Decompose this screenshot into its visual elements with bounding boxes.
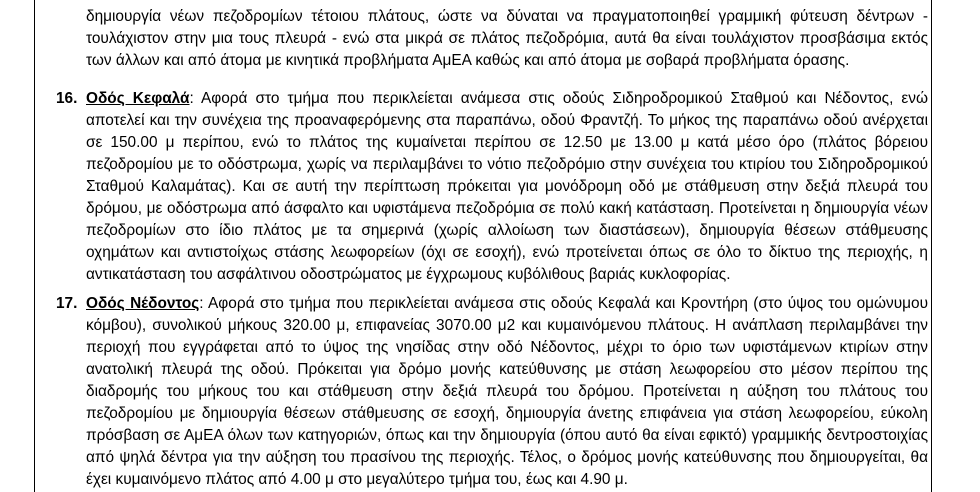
road-name: Οδός Κεφαλά <box>86 90 190 107</box>
item-text: : Αφορά στο τμήμα που περικλείεται ανάμεσα στις οδούς Κεφαλά και Κροντήρη (στο ύψος του ομώνυμου κόμβου), συνολικού μήκους 320.00 μ, επιφανείας 3070.00 μ2 και κυμαινόμενου πλάτους. Η ανάπλαση περιλαμβάνει την περιοχή που εγγράφεται από το ύψος της νησίδας στην οδό Νέδοντος, μέχρι το όριο των υφιστάμενων κτιρίων στην ανατολική πλευρά της οδού. Πρόκειται για δρόμο μονής κατεύθυνσης με στάση λεωφορείου στο μέσον περίπου της διαδρομής του μήκους του και στάθμευση στην δεξιά πλευρά του δρόμου. Προτείνεται η αύξηση του πλάτους του πεζοδρομίου με δημιουργία θέσεων στάθμευσης σε εσοχή, δημιουργία άνετης επιφάνεια για στάση λεωφορείου, εύκολη πρόσβαση σε ΑμΕΑ όλων των κατηγοριών, όπως και την δημιουργία (όπου αυτό θα είναι εφικτό) γραμμικής δεντροστοιχίας από ψηλά δέντρα για την αύξηση του πρασίνου της περιοχής. Τέλος, ο δρόμος μονής κατεύθυνσης που δημιουργείται, θα έχει κυμαινόμενο πλάτος από 4.00 μ στο μεγαλύτερο τμήμα του, έως και 4.90 μ. <box>86 295 928 488</box>
item-number: 17. <box>56 295 78 312</box>
road-name: Οδός Νέδοντος <box>86 295 200 312</box>
intro-paragraph: δημιουργία νέων πεζοδρομίων τέτοιου πλάτους, ώστε να δύναται να πραγματοποιηθεί γραμμική φύτευση δέντρων - τουλάχιστον στην μια τους πλευρά - ενώ στα μικρά σε πλάτος πεζοδρόμια, αυτά θα είναι τουλάχιστον προσβάσιμα εκτός των άλλων και από άτομα με κινητικά προβλήματα ΑμΕΑ καθώς και από άτομα με σοβαρά προβλήματα όρασης. <box>86 8 928 69</box>
item-number: 16. <box>56 90 78 107</box>
item-text: : Αφορά στο τμήμα που περικλείεται ανάμεσα στις οδούς Σιδηροδρομικού Σταθμού και Νέδοντος, ενώ αποτελεί και την συνέχεια της προαναφερόμενης στα παραπάνω, οδού Φραντζή. Το μήκος της παραπάνω οδού ανέρχεται σε 150.00 μ περίπου, ενώ το πλάτος της κυμαίνεται περίπου σε 12.50 με 13.00 μ κατά μέσο όρο (πλάτος βόρειου πεζοδρομίου με το οδόστρωμα, χωρίς να περιλαμβάνει το νότιο πεζοδρόμιο στην συνέχεια του κτιρίου του Σιδηροδρομικού Σταθμού Καλαμάτας). Και σε αυτή την περίπτωση πρόκειται για μονόδρομη οδό με στάθμευση στην δεξιά πλευρά του δρόμου, με οδόστρωμα από άσφαλτο και υφιστάμενα πεζοδρόμια σε πολύ κακή κατάσταση. Προτείνεται η δημιουργία νέων πεζοδρομίων στο ίδιο πλάτος με τα σημερινά (χωρίς αλλοίωση των διαστάσεων), δημιουργία θέσεων στάθμευσης οχημάτων και αντιστοίχως στάσης λεωφορείων (όχι σε εσοχή), ενώ προτείνεται όπως σε όλο το δίκτυο της περιοχής, η αντικατάσταση του ασφάλτινου οδοστρώματος με έγχρωμους κυβόλιθους βαριάς κυκλοφορίας. <box>86 90 928 283</box>
item-paragraph <box>86 88 928 286</box>
item-paragraph <box>86 293 928 491</box>
